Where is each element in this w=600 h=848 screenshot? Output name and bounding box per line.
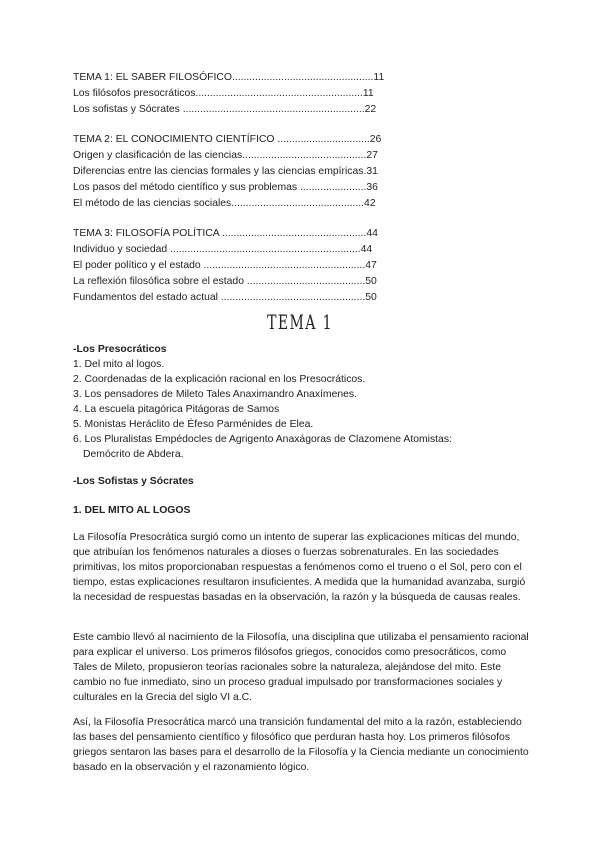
toc-tema2 [73,132,408,212]
list-item: 5. Monistas Heráclito de Éfeso Parménides de Elea. [73,419,314,430]
toc-title[interactable]: TEMA 1: EL SABER FILOSÓFICO.................................................11 [73,72,385,83]
toc-item[interactable]: Los pasos del método científico y sus problemas .......................36 [73,182,378,193]
toc-item[interactable]: Fundamentos del estado actual ..................................................50 [73,292,377,303]
toc-item[interactable]: La reflexión filosófica sobre el estado .........................................50 [73,276,377,287]
paragraph-text: Este cambio llevó al nacimiento de la Filosofía, una disciplina que utilizaba el pensamiento racional para explicar el universo. Los primeros filósofos griegos, conocidos como presocráticos, como Tales de Mileto, propusieron teorías racionales sobre la naturaleza, alejándose del mito. Este cambio no fue inmediato, sino un proceso gradual impulsado por transformaciones sociales y culturales en la Grecia del siglo VI a.C. [73,632,529,703]
paragraph-1 [73,530,533,605]
paragraph-text: La Filosofía Presocrática surgió como un intento de superar las explicaciones míticas del mundo, que atribuían los fenómenos naturales a dioses o fuerzas sobrenaturales. En las sociedades primitivas, los mitos proporcionaban respuestas a fenómenos como el trueno o el Sol, pero con el tiempo, estas explicaciones resultaron insuficientes. A medida que la humanidad avanzaba, surgió la necesidad de respuestas basadas en la observación, la razón y la búsqueda de causas reales. [73,532,526,603]
list-item: 6. Los Pluralistas Empédocles de Agrigento Anaxágoras de Clazomene Atomistas: [73,434,452,445]
section1-title: 1. DEL MITO AL LOGOS [73,505,191,516]
toc-item[interactable]: Los sofistas y Sócrates ...............................................................22 [73,104,377,115]
list-item: 2. Coordenadas de la explicación racional en los Presocráticos. [73,374,366,385]
toc-tema1 [73,70,408,118]
presocraticos-section [73,342,533,462]
paragraph-2 [73,630,533,705]
topic-list [73,357,533,462]
toc-title[interactable]: TEMA 3: FILOSOFÍA POLÍTICA ..................................................44 [73,228,378,239]
toc-title[interactable]: TEMA 2: EL CONOCIMIENTO CIENTÍFICO ................................26 [73,134,382,145]
toc-item[interactable]: Los filósofos presocráticos..........................................................11 [73,88,374,99]
paragraph-text: Así, la Filosofía Presocrática marcó una transición fundamental del mito a la razón, estableciendo las bases del pensamiento científico y filosófico que perduran hasta hoy. Los primeros filósofos griegos sentaron las bases para el desarrollo de la Filosofía y la Ciencia mediante un conocimiento basado en la observación y el razonamiento lógico. [73,717,529,773]
table-of-contents [73,70,408,306]
page-heading: TEMA 1 [267,310,333,334]
list-item: 1. Del mito al logos. [73,359,165,370]
toc-item[interactable]: Individuo y sociedad ..................................................................44 [73,244,373,255]
list-item: 3. Los pensadores de Mileto Tales Anaximandro Anaxímenes. [73,389,357,400]
paragraph-3 [73,715,533,775]
sofistas-title: -Los Sofistas y Sócrates [73,476,194,487]
toc-tema3 [73,226,408,306]
toc-item[interactable]: Origen y clasificación de las ciencias...........................................27 [73,150,378,161]
toc-item[interactable]: El método de las ciencias sociales..............................................42 [73,198,376,209]
toc-item[interactable]: El poder político y el estado ........................................................47 [73,260,377,271]
toc-item[interactable]: Diferencias entre las ciencias formales y las ciencias empíricas.31 [73,166,378,177]
section-title: -Los Presocráticos [73,344,167,355]
list-item: 4. La escuela pitagórica Pitágoras de Samos [73,404,280,415]
list-item-continuation: Demócrito de Abdera. [83,449,184,460]
